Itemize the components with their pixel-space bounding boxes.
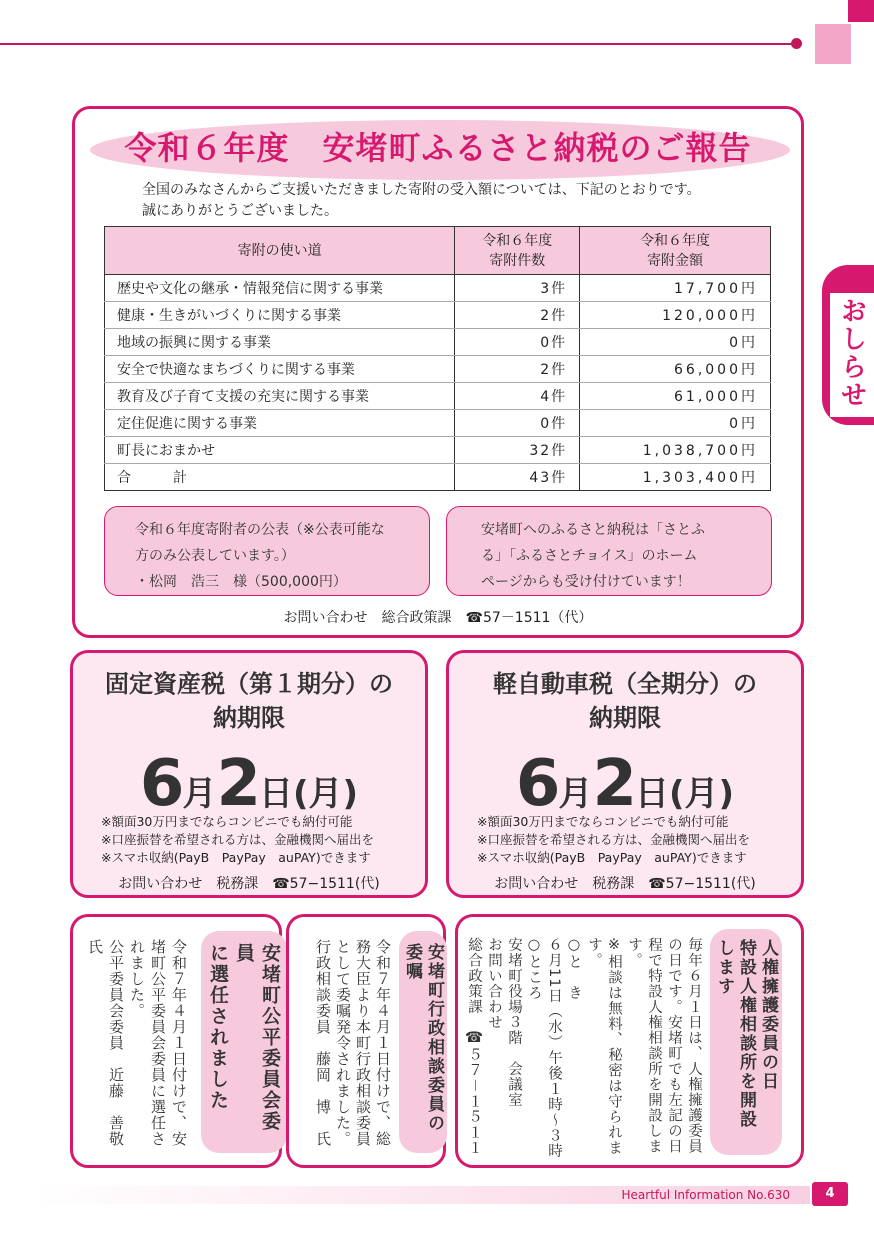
section-tab-inner — [830, 293, 874, 417]
human-rights-body — [466, 937, 704, 1159]
header-amount-line-1: 令和６年度 — [640, 232, 711, 249]
admin-counselor-title: 安堵町行政相談委員の委嘱 — [399, 931, 447, 1153]
portal-note-line-2: る」「ふるさとチョイス」のホーム — [481, 548, 698, 564]
portal-site-note — [446, 506, 772, 596]
light-vehicle-tax-contact: お問い合わせ 税務課 ☎57−1511(代) — [494, 876, 756, 892]
report-intro-line-2: 誠にありがとうございました。 — [142, 203, 338, 219]
row-count: 32件 — [455, 437, 580, 464]
row-count: 4件 — [455, 383, 580, 410]
fair-committee-body — [83, 939, 189, 1163]
light-vehicle-tax-title-line-1: 軽自動車税（全期分）の — [493, 670, 757, 698]
donation-table-header — [105, 227, 771, 275]
report-intro — [142, 180, 782, 222]
rights-body-line-3: で特設人権相談所を開設します。 — [626, 937, 662, 1154]
fair-committee-box — [70, 914, 282, 1168]
light-vehicle-tax-panel — [446, 650, 804, 898]
fair-committee-member: 公平委員会委員 近藤 善敬 氏 — [86, 939, 125, 1163]
row-use: 定住促進に関する事業 — [105, 410, 455, 437]
report-title: 令和６年度 安堵町ふるさと納税のご報告 — [124, 129, 752, 167]
row-use: 安全で快適なまちづくりに関する事業 — [105, 356, 455, 383]
row-use: 町長におまかせ — [105, 437, 455, 464]
table-row — [105, 275, 771, 302]
row-count: 2件 — [455, 302, 580, 329]
table-row — [105, 410, 771, 437]
footer-issue: Heartful Information No.630 — [621, 1188, 790, 1202]
when-value: ６月11日（水）午後１時〜３時 — [546, 937, 562, 1159]
donor-note-line-3: ・松岡 浩三 様（500,000円） — [135, 574, 347, 590]
row-amount: 120,000円 — [580, 302, 771, 329]
table-row — [105, 329, 771, 356]
where-value: 安堵町役場３階 会議室 — [506, 937, 522, 1108]
admin-body-line-3: 委嘱発令されました。 — [334, 987, 352, 1147]
fair-committee-title-line-1: 安堵町公平委員会委員 — [233, 943, 281, 1132]
row-amount: 61,000円 — [580, 383, 771, 410]
section-tab-label: おしらせ — [836, 297, 867, 409]
total-label: 合 計 — [105, 464, 455, 491]
donor-note-line-1: 令和６年度寄附者の公表（※公表可能な — [135, 522, 385, 538]
row-count: 2件 — [455, 356, 580, 383]
rights-contact-value: 総合政策課 ☎５７－１５１１ — [466, 937, 482, 1156]
deadline-month-unit: 月 — [558, 774, 593, 814]
section-tab — [822, 265, 874, 425]
report-intro-line-1: 全国のみなさんからご支援いただきました寄附の受入額については、下記のとおりです。 — [142, 182, 701, 198]
where-label: ○ところ — [526, 937, 542, 1001]
light-vehicle-tax-title — [449, 667, 801, 735]
row-count: 3件 — [455, 275, 580, 302]
header-count-line-2: 寄附件数 — [489, 252, 546, 269]
donor-disclosure-note — [104, 506, 430, 596]
tax-note: ※額面30万円までならコンビニでも納付可能 — [477, 814, 729, 829]
tax-note: ※スマホ収納(PayB PayPay auPAY)できます — [477, 850, 747, 865]
total-amount: 1,303,400円 — [580, 464, 771, 491]
fixed-asset-tax-title-line-2: 納期限 — [213, 704, 285, 732]
row-count: 0件 — [455, 329, 580, 356]
deadline-day: 2 — [592, 747, 635, 821]
row-use: 地域の振興に関する事業 — [105, 329, 455, 356]
rights-contact-label: お問い合わせ — [486, 937, 502, 1030]
fair-body-line-3: た。 — [128, 987, 146, 1019]
admin-body-line-2: 大臣より本町行政相談委員として — [334, 939, 372, 1147]
fixed-asset-tax-title-line-1: 固定資産税（第１期分）の — [105, 670, 393, 698]
total-count: 43件 — [455, 464, 580, 491]
table-row — [105, 356, 771, 383]
row-amount: 66,000円 — [580, 356, 771, 383]
header-count — [455, 227, 580, 275]
deadline-day: 2 — [216, 747, 259, 821]
header-rule-dot — [791, 38, 802, 49]
row-amount: 17,700円 — [580, 275, 771, 302]
rights-body-line-2: の日です。安堵町でも左記の日程 — [646, 937, 682, 1154]
human-rights-box — [455, 914, 804, 1168]
fair-body-line-1: 令和７年４月１日付けで、安堵 — [149, 939, 188, 1147]
header-amount-line-2: 寄附金額 — [647, 252, 704, 269]
header-count-line-1: 令和６年度 — [482, 232, 553, 249]
admin-counselor-box — [286, 914, 446, 1168]
row-amount: 0円 — [580, 410, 771, 437]
fair-committee-title — [201, 931, 287, 1153]
rights-body-note: ※相談は無料、秘密は守られます。 — [586, 937, 622, 1156]
when-label: ○と き — [566, 937, 582, 1001]
deadline-month: 6 — [139, 747, 183, 821]
light-vehicle-tax-deadline — [449, 747, 801, 821]
tax-note: ※スマホ収納(PayB PayPay auPAY)できます — [101, 850, 371, 865]
admin-body-line-1: 令和７年４月１日付けで、総務 — [354, 939, 392, 1147]
row-use: 教育及び子育て支援の充実に関する事業 — [105, 383, 455, 410]
header-square-dark — [848, 0, 874, 22]
table-total-row — [105, 464, 771, 491]
fixed-asset-tax-notes — [101, 813, 374, 867]
deadline-weekday: (月) — [292, 774, 359, 814]
deadline-weekday: (月) — [668, 774, 735, 814]
admin-counselor-member: 行政相談委員 藤岡 博 氏 — [314, 939, 332, 1147]
portal-note-line-3: ページからも受け付けています！ — [481, 574, 691, 590]
deadline-day-unit: 日 — [258, 774, 293, 814]
human-rights-title-line-1: 人権擁護委員の日 — [758, 939, 778, 1091]
tax-note: ※額面30万円までならコンビニでも納付可能 — [101, 814, 353, 829]
fixed-asset-tax-title — [73, 667, 425, 735]
row-count: 0件 — [455, 410, 580, 437]
light-vehicle-tax-title-line-2: 納期限 — [589, 704, 661, 732]
portal-note-line-1: 安堵町へのふるさと納税は「さとふ — [481, 522, 705, 538]
table-row — [105, 437, 771, 464]
fixed-asset-tax-deadline — [73, 747, 425, 821]
deadline-month-unit: 月 — [182, 774, 217, 814]
deadline-day-unit: 日 — [634, 774, 669, 814]
human-rights-title-line-2: 特設人権相談所を開設します — [714, 939, 756, 1129]
report-contact: お問い合わせ 総合政策課 ☎57－1511（代） — [283, 610, 593, 626]
tax-note: ※口座振替を希望される方は、金融機関へ届出を — [477, 832, 750, 847]
admin-counselor-body — [297, 939, 393, 1159]
fair-committee-title-line-2: に選任されました — [207, 943, 229, 1111]
light-vehicle-tax-notes — [477, 813, 750, 867]
header-amount — [580, 227, 771, 275]
rights-body-line-1: 毎年６月１日は、人権擁護委員 — [686, 937, 702, 1154]
donor-note-line-2: 方のみ公表しています。） — [135, 548, 295, 564]
row-use: 健康・生きがいづくりに関する事業 — [105, 302, 455, 329]
deadline-month: 6 — [515, 747, 559, 821]
fixed-asset-tax-contact: お問い合わせ 税務課 ☎57−1511(代) — [118, 876, 380, 892]
human-rights-title — [710, 929, 782, 1155]
table-row — [105, 383, 771, 410]
fair-body-line-2: 町公平委員会委員に選任されまし — [128, 939, 167, 1147]
tax-note: ※口座振替を希望される方は、金融機関へ届出を — [101, 832, 374, 847]
header-square-light — [815, 24, 851, 64]
row-amount: 0円 — [580, 329, 771, 356]
row-amount: 1,038,700円 — [580, 437, 771, 464]
table-row — [105, 302, 771, 329]
header-use: 寄附の使い道 — [105, 227, 455, 275]
donation-table — [104, 226, 771, 491]
header-rule — [0, 43, 796, 45]
page-number: 4 — [812, 1182, 848, 1206]
row-use: 歴史や文化の継承・情報発信に関する事業 — [105, 275, 455, 302]
fixed-asset-tax-panel — [70, 650, 428, 898]
